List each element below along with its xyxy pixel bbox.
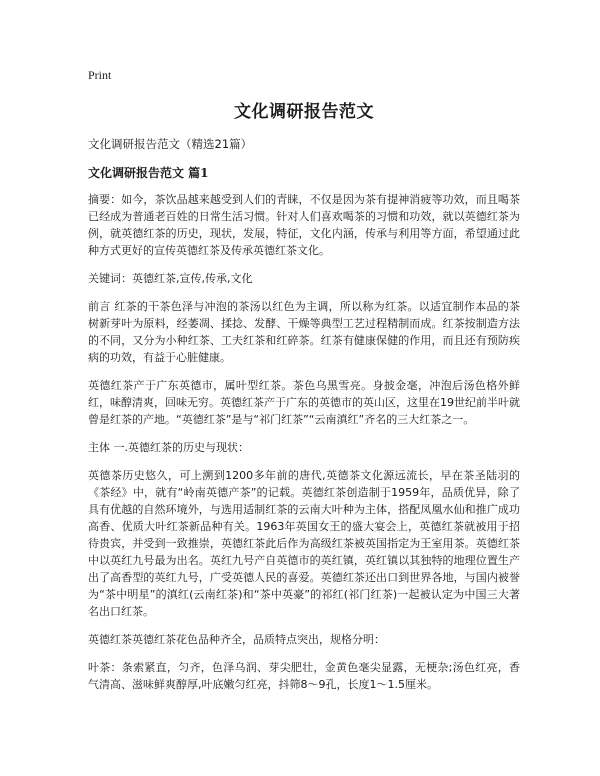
document-title: 文化调研报告范文: [234, 102, 374, 122]
print-link[interactable]: Print: [88, 68, 112, 82]
abstract-paragraph: 摘要：如今，茶饮品越来越受到人们的青睐，不仅是因为茶有提神消疲等功效，而且喝茶已经成为普通老百姓的日常生活习惯。针对人们喜欢喝茶的习惯和功效，就以英德红茶为例，就英德红茶的历史，现状，发展，特征，文化内涵，传承与利用等方面，希望通过此种方式更好的宣传英德红茶及传承英德红茶文化。: [88, 193, 520, 257]
document-subtitle: 文化调研报告范文（精选21篇）: [88, 137, 253, 151]
section-heading: 文化调研报告范文 篇1: [88, 166, 209, 180]
history-paragraph: 英德茶历史悠久，可上溯到1200多年前的唐代,英德茶文化源远流长，早在茶圣陆羽的《茶经》中，就有“岭南英德产茶”的记载。英德红茶创造制于1959年，品质优异，除了具有优越的自然环境外，与选用适制红茶的云南大叶种为主体，搭配凤凰水仙和推广成功高香、优质大叶红茶新品种有关。1963年英国女王的盛大宴会上，英德红茶就被用于招待贵宾，并受到一致推崇，英德红茶此后作为高级红茶被英国指定为王室用茶。英德红茶中以英红九号最为出名。英红九号产自英德市的英红镇，英红镇以其独特的地理位置生产出了高香型的英红九号，广受英德人民的喜爱。英德红茶还出口到世界各地，与国内被誉为“茶中明星”的滇红(云南红茶)和“茶中英豪”的祁红(祁门红茶)一起被认定为中国三大著名出口红茶。: [88, 469, 520, 618]
preface-paragraph: 前言 红茶的干茶色泽与冲泡的茶汤以红色为主调，所以称为红茶。以适宜制作本品的茶树新芽叶为原料，经萎凋、揉捻、发酵、干燥等典型工艺过程精制而成。红茶按制造方法的不同，又分为小种红茶、工夫红茶和红碎茶。红茶有健康保健的作用，而且还有预防疾病的功效，有益于心脏健康。: [88, 300, 520, 364]
subsection-heading: 主体 一.英德红茶的历史与现状：: [88, 441, 249, 454]
body-paragraph: 英德红茶英德红茶花色品种齐全，品质特点突出，规格分明：: [88, 633, 385, 646]
leaf-tea-paragraph: 叶茶：条索紧直，匀齐，色泽乌润、芽尖肥壮，金黄色毫尖显露，无梗杂;汤色红亮，香气清高、滋味鲜爽醇厚,叶底嫩匀红亮，抖筛8～9孔，长度1～1.5厘米。: [88, 661, 520, 691]
keywords-paragraph: 关键词：英德红茶,宣传,传承,文化: [88, 272, 253, 285]
body-paragraph: 英德红茶产于广东英德市，属叶型红茶。茶色乌黑雪亮。身披金毫，冲泡后汤色格外鲜红，味醇清爽，回味无穷。英德红茶产于广东的英德市的英山区，这里在19世纪前半叶就曾是红茶的产地。“英德红茶”是与“祁门红茶”“云南滇红”齐名的三大红茶之一。: [88, 379, 520, 426]
document-page: [88, 68, 520, 704]
